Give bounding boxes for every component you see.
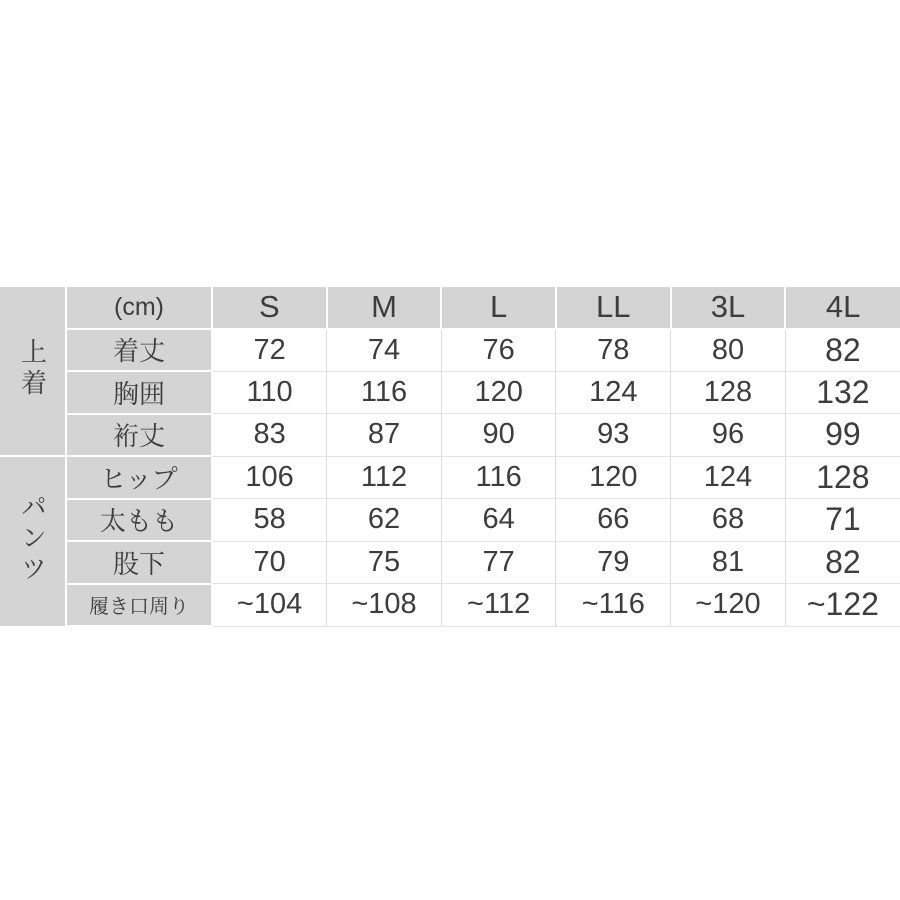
- data-cell: 83: [212, 414, 327, 457]
- data-cell: 82: [785, 541, 900, 584]
- data-cell: 116: [327, 371, 442, 414]
- data-cell: ~104: [212, 584, 327, 627]
- table-row-kyoi: [0, 371, 900, 414]
- row-label-kitake: 着丈: [66, 329, 212, 372]
- group-cell-tops: [0, 287, 66, 456]
- data-cell: ~112: [441, 584, 556, 627]
- data-cell: 116: [441, 456, 556, 499]
- data-cell: 62: [327, 499, 442, 542]
- row-label-hakiguchi: 履き口周り: [66, 584, 212, 627]
- row-label-hip: ヒップ: [66, 456, 212, 499]
- row-label-yukitake: 裄丈: [66, 414, 212, 457]
- group-label-pants: パンツ: [17, 492, 48, 586]
- data-cell: 76: [441, 329, 556, 372]
- data-cell: 128: [671, 371, 786, 414]
- data-cell: 78: [556, 329, 671, 372]
- data-cell: ~108: [327, 584, 442, 627]
- size-header-ll: LL: [556, 287, 671, 329]
- data-cell: 112: [327, 456, 442, 499]
- table-row-kitake: [0, 329, 900, 372]
- data-cell: ~120: [671, 584, 786, 627]
- data-cell: 71: [785, 499, 900, 542]
- table-row-hip: [0, 456, 900, 499]
- size-header-4l: 4L: [785, 287, 900, 329]
- data-cell: 90: [441, 414, 556, 457]
- data-cell: 110: [212, 371, 327, 414]
- size-chart-table: [0, 287, 900, 627]
- data-cell: 68: [671, 499, 786, 542]
- table-row-matashita: [0, 541, 900, 584]
- row-label-kyoi: 胸囲: [66, 371, 212, 414]
- data-cell: 80: [671, 329, 786, 372]
- group-label-tops: 上着: [17, 337, 48, 400]
- data-cell: 93: [556, 414, 671, 457]
- header-row: [0, 287, 900, 329]
- data-cell: 96: [671, 414, 786, 457]
- data-cell: 87: [327, 414, 442, 457]
- table-row-futomomo: [0, 499, 900, 542]
- data-cell: 99: [785, 414, 900, 457]
- data-cell: 124: [556, 371, 671, 414]
- data-cell: 74: [327, 329, 442, 372]
- data-cell: 79: [556, 541, 671, 584]
- data-cell: 70: [212, 541, 327, 584]
- data-cell: 58: [212, 499, 327, 542]
- unit-label-cell: (cm): [66, 287, 212, 329]
- data-cell: 75: [327, 541, 442, 584]
- data-cell: 77: [441, 541, 556, 584]
- data-cell: 106: [212, 456, 327, 499]
- row-label-matashita: 股下: [66, 541, 212, 584]
- size-header-s: S: [212, 287, 327, 329]
- data-cell: 120: [556, 456, 671, 499]
- table-row-hakiguchi: [0, 584, 900, 627]
- data-cell: 124: [671, 456, 786, 499]
- size-header-3l: 3L: [671, 287, 786, 329]
- data-cell: 132: [785, 371, 900, 414]
- data-cell: 72: [212, 329, 327, 372]
- data-cell: ~122: [785, 584, 900, 627]
- group-cell-pants: [0, 456, 66, 626]
- row-label-futomomo: 太もも: [66, 499, 212, 542]
- data-cell: 128: [785, 456, 900, 499]
- data-cell: 120: [441, 371, 556, 414]
- data-cell: 66: [556, 499, 671, 542]
- data-cell: 82: [785, 329, 900, 372]
- size-header-l: L: [441, 287, 556, 329]
- data-cell: ~116: [556, 584, 671, 627]
- data-cell: 81: [671, 541, 786, 584]
- data-cell: 64: [441, 499, 556, 542]
- size-header-m: M: [327, 287, 442, 329]
- table-row-yukitake: [0, 414, 900, 457]
